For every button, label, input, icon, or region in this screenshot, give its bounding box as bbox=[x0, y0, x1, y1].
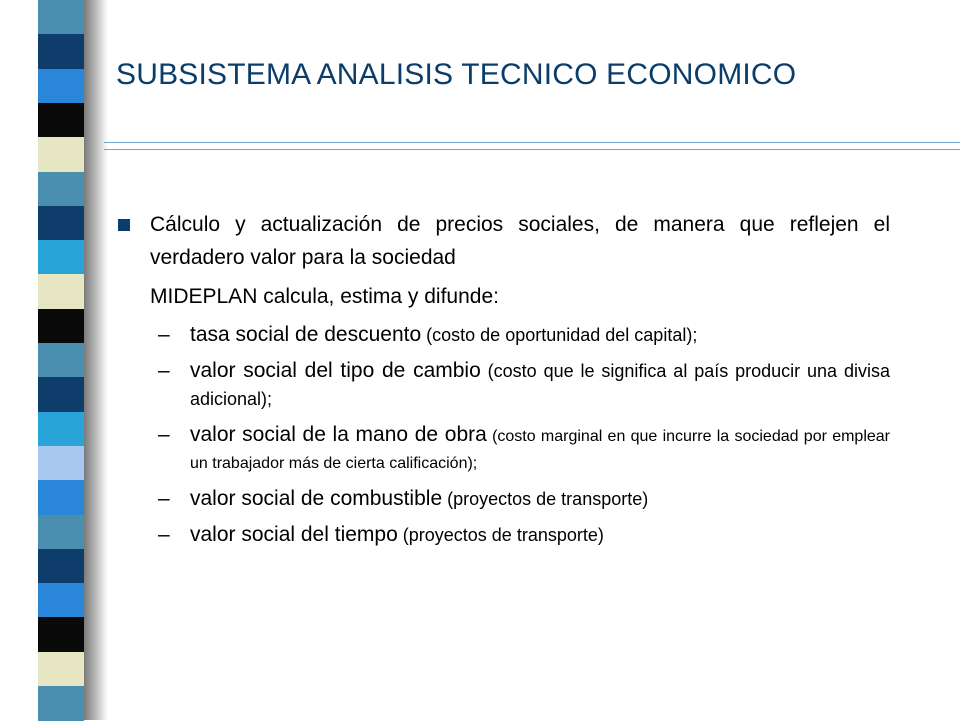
stripe-block bbox=[38, 652, 84, 687]
sub-item-note: (costo marginal en que incurre la sociedad por emplear un trabajador más de cierta calificación); bbox=[190, 428, 890, 472]
intro-line: MIDEPLAN calcula, estima y difunde: bbox=[150, 285, 499, 308]
sub-item bbox=[116, 521, 890, 549]
sub-item-main: valor social de la mano de obra bbox=[190, 423, 487, 446]
stripe-block bbox=[38, 172, 84, 207]
stripe-block bbox=[38, 69, 84, 104]
stripe-block bbox=[38, 137, 84, 172]
stripe-block bbox=[38, 34, 84, 69]
stripe-block bbox=[38, 446, 84, 481]
decorative-stripe bbox=[0, 0, 108, 720]
sub-item-note: (costo que le significa al país producir una divisa adicional); bbox=[190, 361, 890, 409]
dash-bullet: – bbox=[158, 323, 170, 346]
sub-item-main: valor social del tipo de cambio bbox=[190, 359, 481, 382]
sub-item-main: tasa social de descuento bbox=[190, 323, 422, 346]
dash-bullet: – bbox=[158, 523, 170, 546]
stripe-block bbox=[38, 240, 84, 275]
sub-item-main: valor social del tiempo bbox=[190, 523, 398, 546]
stripe-block bbox=[38, 309, 84, 344]
stripe-block bbox=[38, 686, 84, 721]
sub-item bbox=[116, 321, 890, 349]
sub-item-main: valor social de combustible bbox=[190, 487, 443, 510]
stripe-block bbox=[38, 206, 84, 241]
stripe-shadow bbox=[84, 0, 108, 720]
title-divider-bottom bbox=[104, 149, 960, 150]
sub-item-note: (costo de oportunidad del capital); bbox=[421, 325, 698, 345]
title-divider-top bbox=[104, 142, 960, 143]
square-bullet-icon bbox=[118, 219, 130, 231]
stripe-block bbox=[38, 274, 84, 309]
dash-bullet: – bbox=[158, 423, 170, 446]
stripe-block bbox=[38, 0, 84, 35]
slide-body bbox=[116, 208, 890, 549]
slide-title: SUBSISTEMA ANALISIS TECNICO ECONOMICO bbox=[116, 58, 797, 91]
stripe-block bbox=[38, 103, 84, 138]
stripe-block bbox=[38, 412, 84, 447]
sub-item-note: (proyectos de transporte) bbox=[397, 525, 604, 545]
dash-bullet: – bbox=[158, 359, 170, 382]
stripe-block bbox=[38, 343, 84, 378]
stripe-block bbox=[38, 515, 84, 550]
stripe-block bbox=[38, 480, 84, 515]
stripe-block bbox=[38, 549, 84, 584]
sub-item-note: (proyectos de transporte) bbox=[442, 489, 649, 509]
dash-bullet: – bbox=[158, 487, 170, 510]
stripe-block bbox=[38, 617, 84, 652]
bullet-text: Cálculo y actualización de precios sociales, de manera que reflejen el verdadero valor para la sociedad bbox=[150, 213, 890, 269]
stripe-block bbox=[38, 377, 84, 412]
sub-item bbox=[116, 485, 890, 513]
stripe-block bbox=[38, 583, 84, 618]
stripe-blocks bbox=[38, 0, 84, 720]
bullet-item bbox=[116, 208, 890, 274]
sub-item bbox=[116, 421, 890, 477]
sub-item bbox=[116, 357, 890, 413]
